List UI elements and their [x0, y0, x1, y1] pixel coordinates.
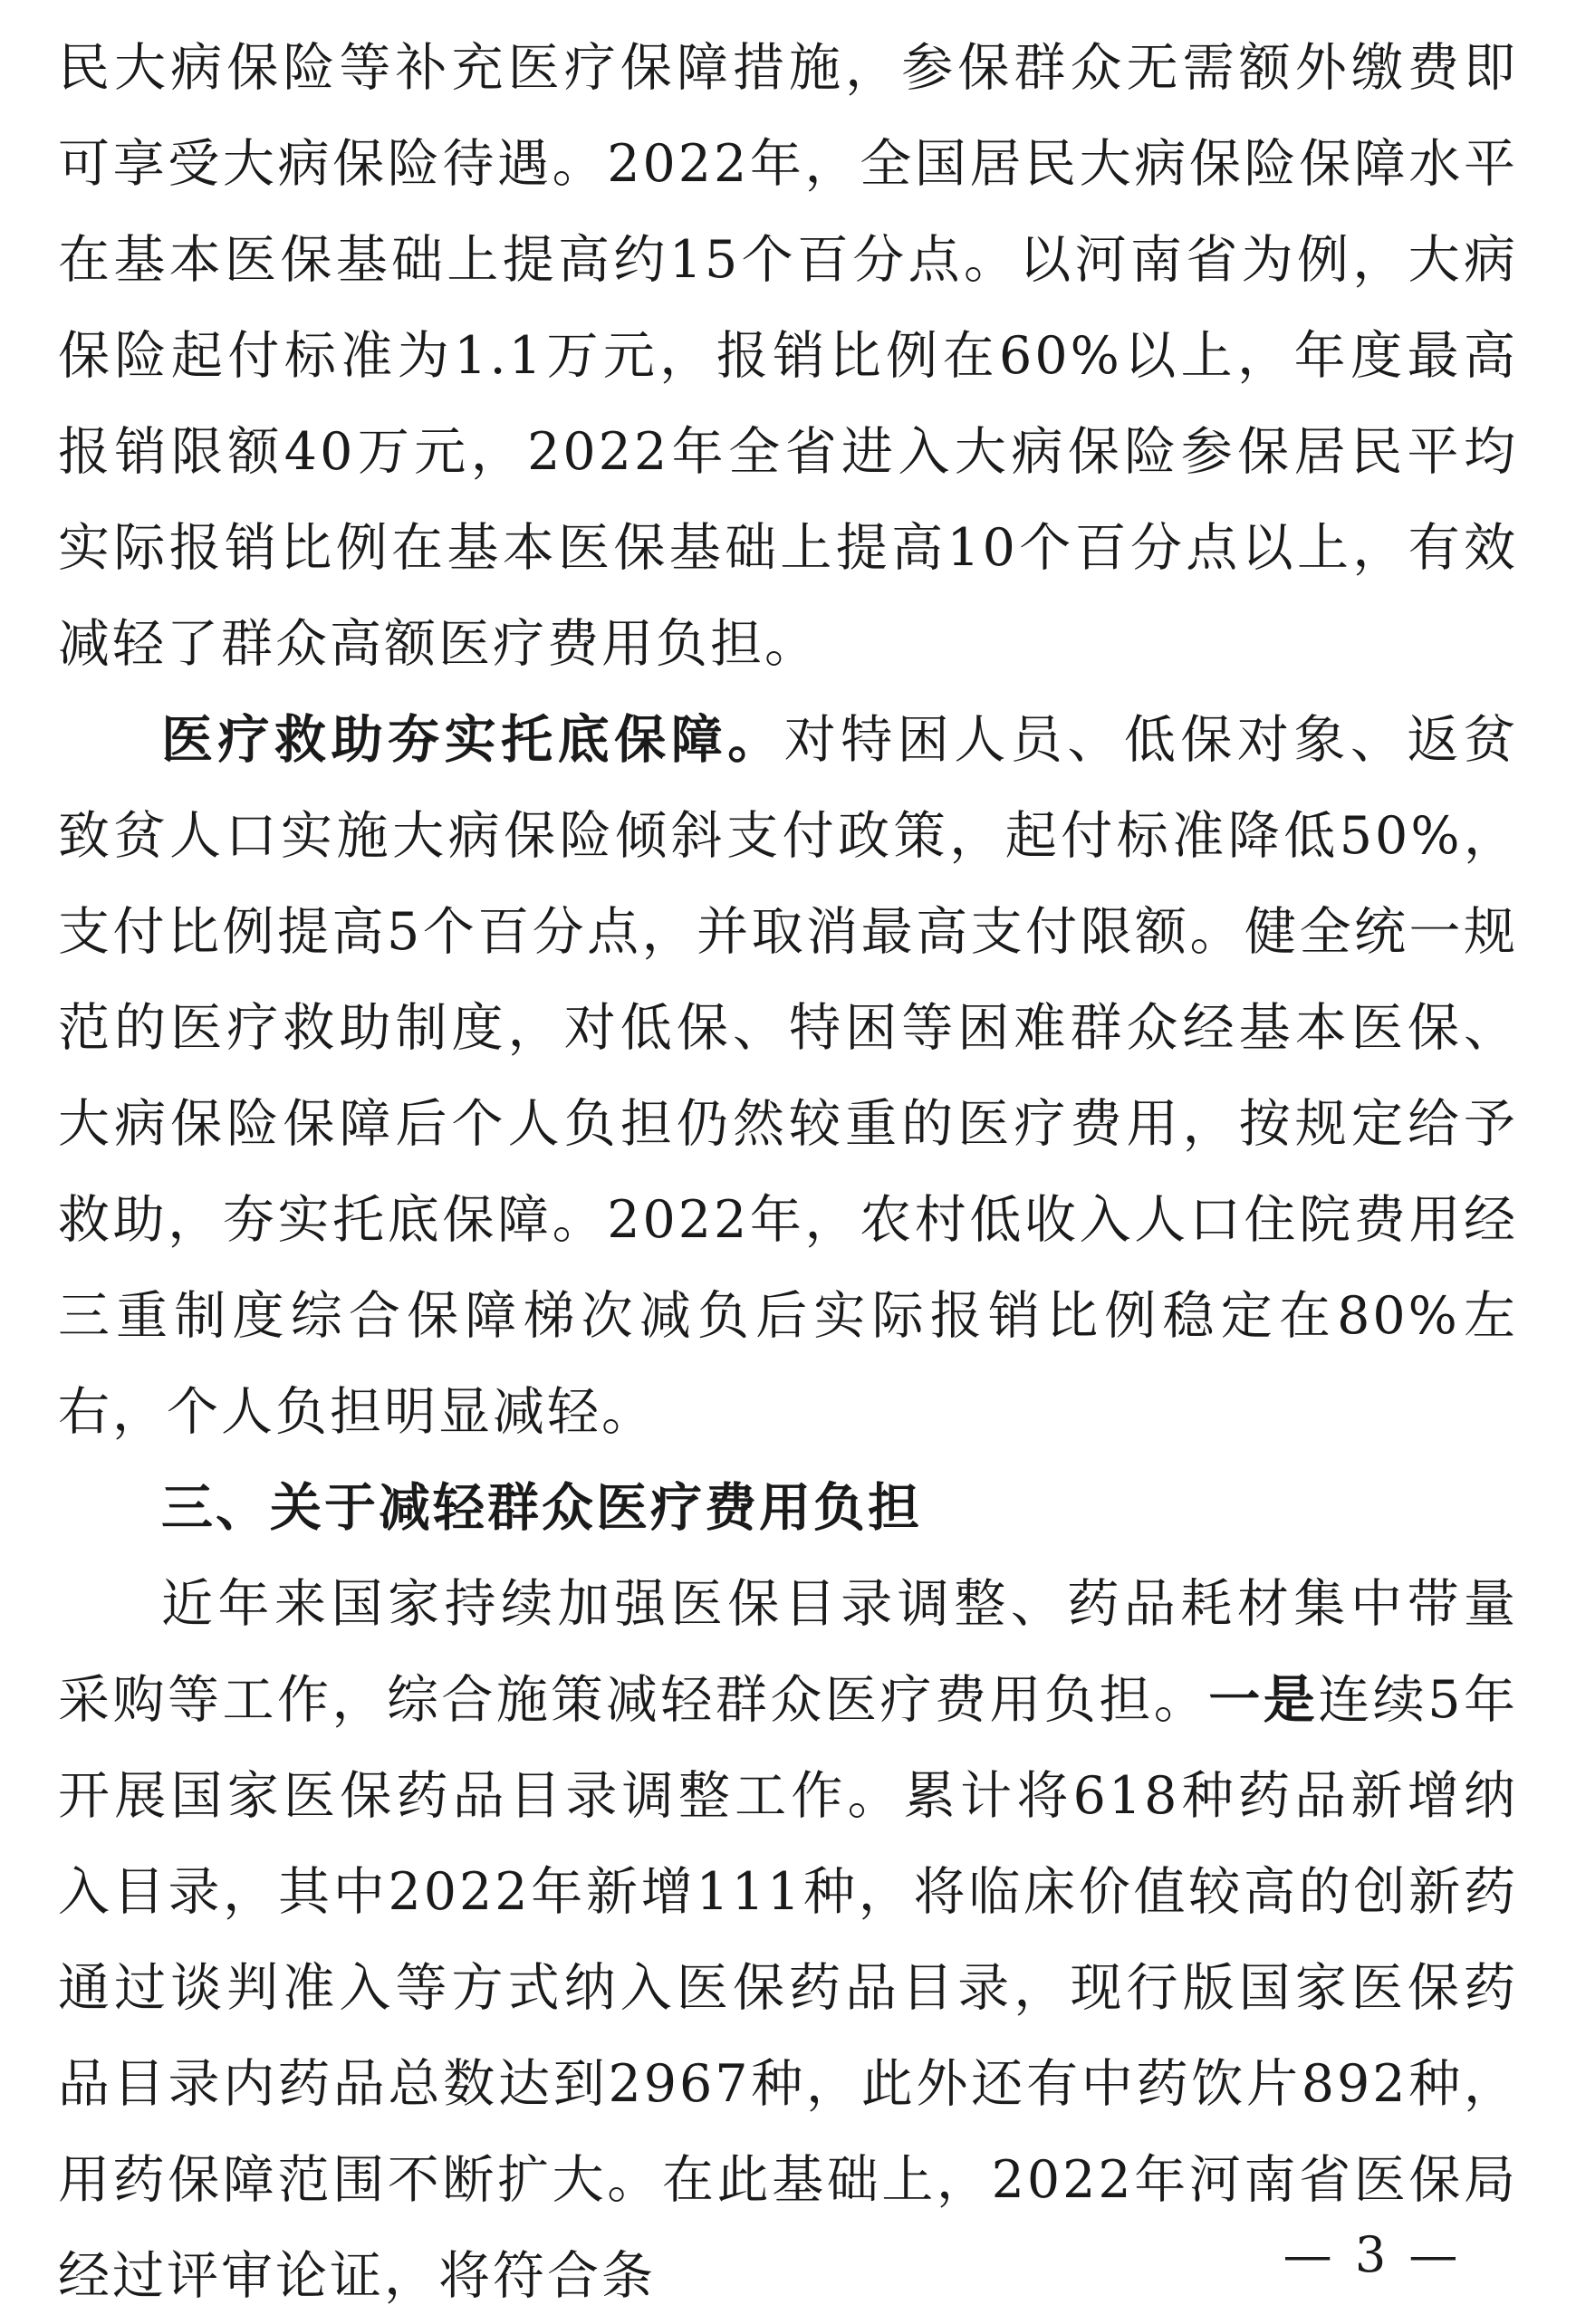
paragraph-medical-assistance: [58, 692, 1518, 1460]
paragraph-lead-bold: 一是: [1208, 1670, 1319, 1730]
document-page: [58, 20, 1518, 2324]
paragraph-text: 民大病保险等补充医疗保障措施，参保群众无需额外缴费即可享受大病保险待遇。2022年，全国居民大病保险保障水平在基本医保基础上提高约15个百分点。以河南省为例，大病保险起付标准为1.1万元，报销比例在60%以上，年度最高报销限额40万元，2022年全省进入大病保险参保居民平均实际报销比例在基本医保基础上提高10个百分点以上，有效减轻了群众高额医疗费用负担。: [58, 38, 1518, 674]
section-heading-3: 三、关于减轻群众医疗费用负担: [161, 1478, 922, 1538]
paragraph-text: 近年来国家持续加强医保目录调整、药品耗材集中带量采购等工作，综合施策减轻群众医疗费用负担。: [58, 1574, 1518, 1730]
page-number: — 3 —: [1283, 2226, 1462, 2283]
paragraph-reduce-costs: [58, 1556, 1518, 2324]
paragraph-lead-bold: 医疗救助夯实托底保障。: [161, 710, 784, 770]
paragraph-text: 连续5年开展国家医保药品目录调整工作。累计将618种药品新增纳入目录，其中2022年新增111种，将临床价值较高的创新药通过谈判准入等方式纳入医保药品目录，现行版国家医保药品目录内药品总数达到2967种，此外还有中药饮片892种，用药保障范围不断扩大。在此基础上，2022年河南省医保局经过评审论证，将符合条: [58, 1670, 1519, 2306]
paragraph-major-illness-insurance: [58, 20, 1518, 692]
paragraph-text: 对特困人员、低保对象、返贫致贫人口实施大病保险倾斜支付政策，起付标准降低50%，支付比例提高5个百分点，并取消最高支付限额。健全统一规范的医疗救助制度，对低保、特困等困难群众经基本医保、大病保险保障后个人负担仍然较重的医疗费用，按规定给予救助，夯实托底保障。2022年，农村低收入人口住院费用经三重制度综合保障梯次减负后实际报销比例稳定在80%左右，个人负担明显减轻。: [58, 710, 1519, 1442]
